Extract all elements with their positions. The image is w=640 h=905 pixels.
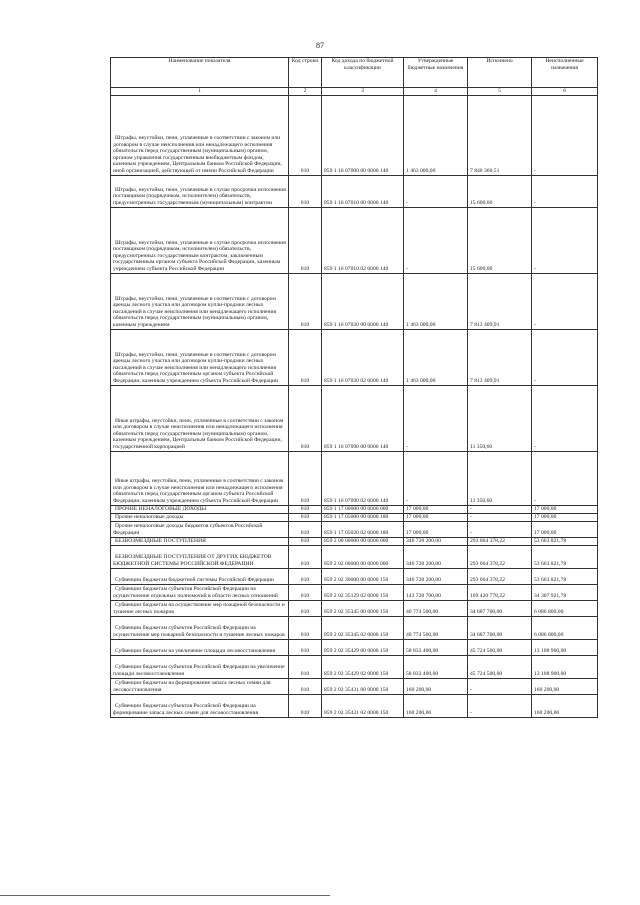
row-approved: 17 000,00 [404,521,468,537]
row-name: Штрафы, неустойки, пени, уплаченные в соответствии с договором аренды лесного участка или договором купли-продажи лесных насаждений в случае неисполнения или ненадлежащего исполнения обязательств перед государственным (муниципальным) органом, казенным учреждением [111,273,289,329]
row-executed: 7 813 409,91 [468,329,532,385]
row-approved: 40 774 500,00 [404,600,468,616]
page-number: 87 [316,41,324,50]
row-executed: 45 724 500,00 [468,655,532,678]
row-approved: 346 728 200,00 [404,537,468,545]
table-row [111,616,598,639]
row-name: Субвенции бюджетам субъектов Российской Федерации на формирование запаса лесных семян для лесовосстановления [111,694,289,717]
row-kbk: 859 1 16 07030 02 0000 140 [322,329,404,385]
row-name: Прочие неналоговые доходы бюджетов субъектов Российской Федерации [111,521,289,537]
row-executed: - [468,513,532,521]
table-row [111,175,598,207]
row-approved: 40 774 500,00 [404,616,468,639]
table-row [111,639,598,655]
row-approved: 17 000,00 [404,505,468,513]
table-row [111,451,598,505]
row-kbk: 859 1 16 07010 00 0000 140 [322,175,404,207]
row-approved: 160 200,00 [404,678,468,694]
row-name: Прочие неналоговые доходы [111,513,289,521]
row-code: 010 [289,505,322,513]
row-executed: - [468,521,532,537]
row-kbk: 859 1 16 07000 00 0000 140 [322,95,404,175]
row-approved: - [404,207,468,273]
row-name: Иные штрафы, неустойки, пени, уплаченные в соответствии с законом или договором в случае неисполнения или ненадлежащего исполнения обязательств перед государственным органом субъекта Российской Федерации, казенным учреждением субъекта Российской Федерации [111,451,289,505]
row-unexecuted: - [532,385,598,451]
row-kbk: 859 2 02 35345 02 0000 150 [322,616,404,639]
table-row [111,537,598,545]
row-executed: 15 600,00 [468,207,532,273]
row-kbk: 859 2 00 00000 00 0000 000 [322,537,404,545]
column-number: 4 [404,88,468,96]
header-kbk: Код дохода по бюджетной классификации [322,58,404,88]
row-approved: 58 833 400,00 [404,655,468,678]
row-unexecuted: 6 086 800,00 [532,616,598,639]
row-unexecuted: - [532,329,598,385]
row-executed: - [468,694,532,717]
row-name: Субвенции бюджетам бюджетной системы Российской Федерации [111,568,289,584]
row-kbk: 859 1 16 07030 00 0000 140 [322,273,404,329]
row-approved: 160 200,00 [404,694,468,717]
row-unexecuted: 53 663 821,78 [532,568,598,584]
row-name: Штрафы, неустойки, пени, уплаченные в соответствии с договором аренды лесного участка или договором купли-продажи лесных насаждений в случае неисполнения или ненадлежащего исполнения обязательств перед государственным органом субъекта Российской Федерации, казенным учреждением субъекта Российской Федерации [111,329,289,385]
table-row [111,95,598,175]
table-row [111,545,598,568]
row-code: 010 [289,521,322,537]
row-unexecuted: 160 200,00 [532,694,598,717]
row-executed: 293 064 378,22 [468,545,532,568]
row-approved: - [404,451,468,505]
row-code: 010 [289,513,322,521]
row-code: 010 [289,273,322,329]
row-name: БЕЗВОЗМЕЗДНЫЕ ПОСТУПЛЕНИЯ [111,537,289,545]
table-row [111,600,598,616]
row-code: 010 [289,600,322,616]
row-executed: 15 600,00 [468,175,532,207]
row-code: 010 [289,207,322,273]
row-executed: 293 064 378,22 [468,537,532,545]
row-unexecuted: 17 000,00 [532,513,598,521]
table-row [111,329,598,385]
row-code: 010 [289,616,322,639]
row-code: 010 [289,175,322,207]
header-executed: Исполнено [468,58,532,88]
row-executed: 45 724 500,00 [468,639,532,655]
table-row [111,568,598,584]
row-approved: 143 728 700,00 [404,584,468,600]
table-row [111,655,598,678]
row-unexecuted: 160 200,00 [532,678,598,694]
row-approved: - [404,385,468,451]
table-row [111,273,598,329]
row-executed: 34 687 700,00 [468,600,532,616]
row-name: Штрафы, неустойки, пени, уплаченные в соответствии с законом или договором в случае неисполнения или ненадлежащего исполнения обязательств перед государственным (муниципальным) органом, органом управления государственным внебюджетным фондом, казенным учреждением, Центральным банком Российской Федерации, иной организацией, действующей от имени Российской Федерации [111,95,289,175]
row-executed: - [468,505,532,513]
row-code: 010 [289,385,322,451]
row-approved: 1 463 000,00 [404,329,468,385]
header-code: Код строки [289,58,322,88]
table-row [111,385,598,451]
row-approved: 1 463 000,00 [404,273,468,329]
column-number-row [111,88,598,96]
row-approved: 346 728 200,00 [404,545,468,568]
row-code: 010 [289,451,322,505]
row-unexecuted: 13 108 900,00 [532,655,598,678]
row-executed: 11 350,60 [468,451,532,505]
row-executed: 109 420 778,22 [468,584,532,600]
column-number: 2 [289,88,322,96]
row-kbk: 859 2 02 35429 02 0000 150 [322,655,404,678]
row-unexecuted: 13 108 900,00 [532,639,598,655]
row-kbk: 859 2 02 35429 00 0000 150 [322,639,404,655]
row-executed: 34 687 700,00 [468,616,532,639]
row-name: Субвенции бюджетам на увеличение площади лесовосстановления [111,639,289,655]
row-unexecuted: - [532,451,598,505]
row-approved: 17 000,00 [404,513,468,521]
row-kbk: 859 1 16 07090 00 0000 140 [322,385,404,451]
row-unexecuted: - [532,175,598,207]
row-executed: 7 840 360,51 [468,95,532,175]
row-name: Штрафы, неустойки, пени, уплаченные в случае просрочки исполнения поставщиком (подрядчиком, исполнителем) обязательств, предусмотренных государственным (муниципальным) контрактом [111,175,289,207]
row-code: 010 [289,329,322,385]
row-code: 010 [289,584,322,600]
row-kbk: 859 1 16 07090 02 0000 140 [322,451,404,505]
row-code: 010 [289,95,322,175]
table-row [111,694,598,717]
row-name: Субвенции бюджетам субъектов Российской Федерации на осуществление отдельных полномочий в области лесных отношений [111,584,289,600]
row-unexecuted: - [532,273,598,329]
row-name: Штрафы, неустойки, пени, уплаченные в случае просрочки исполнения поставщиком (подрядчиком, исполнителем) обязательств, предусмотренных государственным контрактом, заключенным государственным органом субъекта Российской Федерации, казенным учреждением субъекта Российской Федерации [111,207,289,273]
row-kbk: 859 2 02 35129 02 0000 150 [322,584,404,600]
row-code: 010 [289,568,322,584]
row-code: 010 [289,639,322,655]
table-row [111,513,598,521]
row-kbk: 859 1 16 07010 02 0000 140 [322,207,404,273]
row-name: БЕЗВОЗМЕЗДНЫЕ ПОСТУПЛЕНИЯ ОТ ДРУГИХ БЮДЖЕТОВ БЮДЖЕТНОЙ СИСТЕМЫ РОССИЙСКОЙ ФЕДЕРАЦИИ [111,545,289,568]
row-unexecuted: 53 663 821,78 [532,545,598,568]
table-row [111,584,598,600]
row-name: Иные штрафы, неустойки, пени, уплаченные в соответствии с законом или договором в случае неисполнения или ненадлежащего исполнения обязательств перед государственным (муниципальным) органом, казенным учреждением, Центральным банком Российской Федерации, государственной корпорацией [111,385,289,451]
bottom-divider [0,895,330,896]
table-row [111,521,598,537]
row-executed: 7 813 409,91 [468,273,532,329]
row-name: Субвенции бюджетам на формирование запаса лесных семян для лесовосстановления [111,678,289,694]
row-code: 010 [289,678,322,694]
row-kbk: 859 1 17 05000 00 0000 180 [322,513,404,521]
row-approved: 58 833 400,00 [404,639,468,655]
column-number: 5 [468,88,532,96]
header-approved: Утвержденные бюджетные назначения [404,58,468,88]
column-number: 3 [322,88,404,96]
row-kbk: 859 2 02 35345 00 0000 150 [322,600,404,616]
header-unexecuted: Неисполненные назначения [532,58,598,88]
column-number: 6 [532,88,598,96]
row-unexecuted: 17 000,00 [532,521,598,537]
row-approved: 1 463 000,00 [404,95,468,175]
column-number: 1 [111,88,289,96]
row-unexecuted: 6 086 800,00 [532,600,598,616]
table-row [111,207,598,273]
row-kbk: 859 1 17 05020 02 0000 180 [322,521,404,537]
row-code: 010 [289,537,322,545]
table-row [111,505,598,513]
row-approved: 346 728 200,00 [404,568,468,584]
row-kbk: 859 2 02 35431 02 0000 150 [322,694,404,717]
row-executed: - [468,678,532,694]
header-name: Наименование показателя [111,58,289,88]
row-code: 010 [289,694,322,717]
row-unexecuted: - [532,207,598,273]
row-executed: 11 350,60 [468,385,532,451]
row-unexecuted: - [532,95,598,175]
row-unexecuted: 53 663 821,78 [532,537,598,545]
row-executed: 293 064 378,22 [468,568,532,584]
row-kbk: 859 2 02 30000 00 0000 150 [322,568,404,584]
row-unexecuted: 17 000,00 [532,505,598,513]
row-kbk: 859 1 17 00000 00 0000 000 [322,505,404,513]
row-name: Субвенции бюджетам субъектов Российской Федерации на увеличение площади лесовосстановления [111,655,289,678]
row-code: 010 [289,655,322,678]
row-unexecuted: 34 307 921,78 [532,584,598,600]
row-kbk: 859 2 02 00000 00 0000 000 [322,545,404,568]
table-row [111,678,598,694]
row-name: Субвенции бюджетам на осуществление мер пожарной безопасности и тушение лесных пожаров [111,600,289,616]
header-row [111,58,598,88]
row-code: 010 [289,545,322,568]
row-name: Субвенции бюджетам субъектов Российской Федерации на осуществление мер пожарной безопасности и тушение лесных пожаров [111,616,289,639]
row-kbk: 859 2 02 35431 00 0000 150 [322,678,404,694]
row-approved: - [404,175,468,207]
row-name: ПРОЧИЕ НЕНАЛОГОВЫЕ ДОХОДЫ [111,505,289,513]
revenue-table [110,57,598,718]
